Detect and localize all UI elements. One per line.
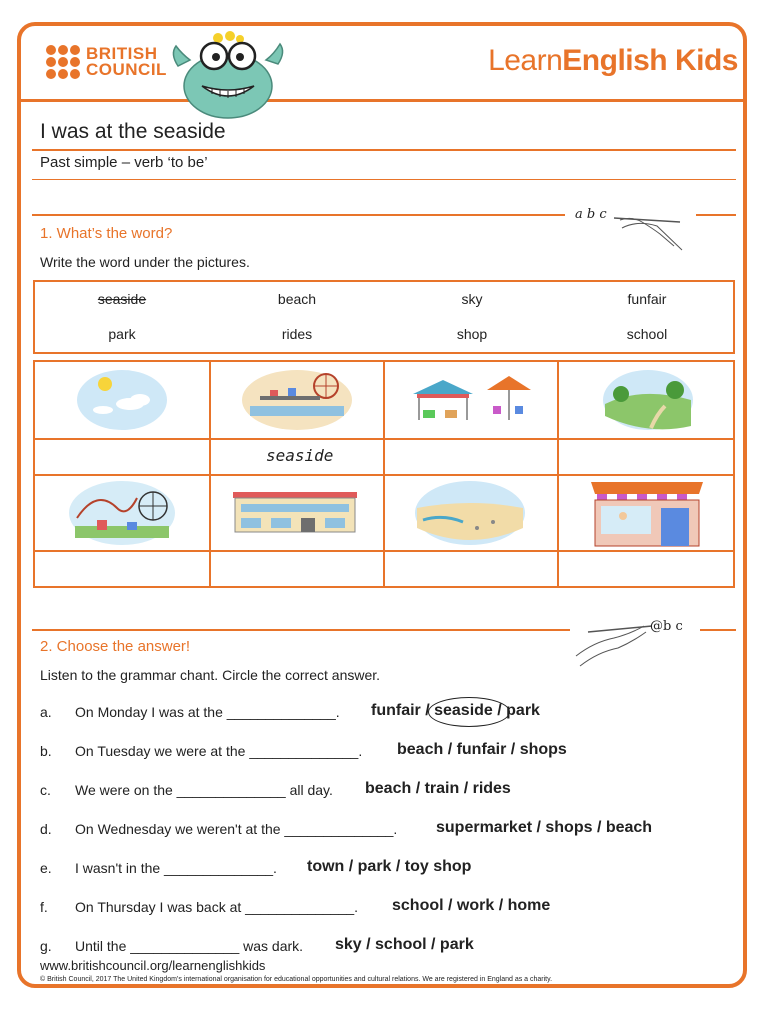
- section2-abc: @b c: [650, 619, 683, 634]
- seaside-picture: [240, 366, 354, 434]
- word-item: funfair: [627, 291, 667, 307]
- learnenglish-kids-logo: LearnEnglish Kids: [488, 44, 738, 77]
- answer-circle: [428, 697, 510, 727]
- page-title: I was at the seaside: [40, 120, 226, 143]
- subtitle-rule: [32, 179, 736, 180]
- footer-url[interactable]: www.britishcouncil.org/learnenglishkids: [40, 958, 266, 973]
- sky-picture: [75, 366, 169, 434]
- section1-heading: 1. What’s the word?: [40, 225, 173, 242]
- funfair-picture: [67, 478, 177, 548]
- writing-hand-icon: [574, 612, 654, 670]
- header-divider: [21, 99, 747, 102]
- beach-picture: [413, 478, 527, 548]
- example-answer: seaside: [266, 446, 334, 465]
- writing-hand-icon: [612, 198, 692, 258]
- title-rule: [32, 149, 736, 151]
- footer-copyright: © British Council, 2017 The United Kingdom’s international organisation for educational opportunities and cultural relations. We are registered in England as a charity.: [40, 976, 553, 983]
- picture-grid: [33, 360, 735, 588]
- section1-instruction: Write the word under the pictures.: [40, 254, 250, 270]
- word-item: beach: [277, 291, 317, 307]
- section1-abc: a b c: [575, 207, 607, 222]
- british-council-dots-icon: [46, 45, 80, 79]
- bc-line1: BRITISH: [86, 44, 158, 63]
- word-item: shop: [456, 326, 488, 342]
- word-item: sky: [461, 291, 483, 307]
- rides-picture: [409, 370, 533, 432]
- page-subtitle: Past simple – verb ‘to be’: [40, 154, 208, 171]
- section2-heading: 2. Choose the answer!: [40, 638, 191, 655]
- word-item: seaside: [97, 291, 147, 307]
- answer-options[interactable]: beach / train / rides: [365, 780, 511, 797]
- section2-rule-right: [700, 629, 736, 631]
- shop-picture: [587, 478, 707, 550]
- word-item: rides: [281, 326, 313, 342]
- answer-options[interactable]: beach / funfair / shops: [397, 741, 567, 758]
- british-council-logo: [46, 45, 167, 79]
- answer-options[interactable]: funfair / seaside / park: [371, 702, 540, 719]
- section2-instruction: Listen to the grammar chant. Circle the correct answer.: [40, 667, 381, 683]
- monster-mascot-icon: [168, 24, 288, 124]
- answer-options[interactable]: town / park / toy shop: [307, 858, 472, 875]
- word-item: school: [626, 326, 668, 342]
- answer-options[interactable]: supermarket / shops / beach: [436, 819, 653, 836]
- section2-rule-left: [32, 629, 570, 631]
- bc-line2: COUNCIL: [86, 60, 167, 79]
- section1-rule-right: [696, 214, 736, 216]
- word-item: park: [108, 326, 136, 342]
- park-picture: [601, 366, 695, 434]
- section1-rule-left: [32, 214, 565, 216]
- answer-options[interactable]: sky / school / park: [335, 936, 474, 953]
- word-bank: [33, 280, 735, 354]
- answer-options[interactable]: school / work / home: [392, 897, 551, 914]
- school-picture: [231, 488, 361, 538]
